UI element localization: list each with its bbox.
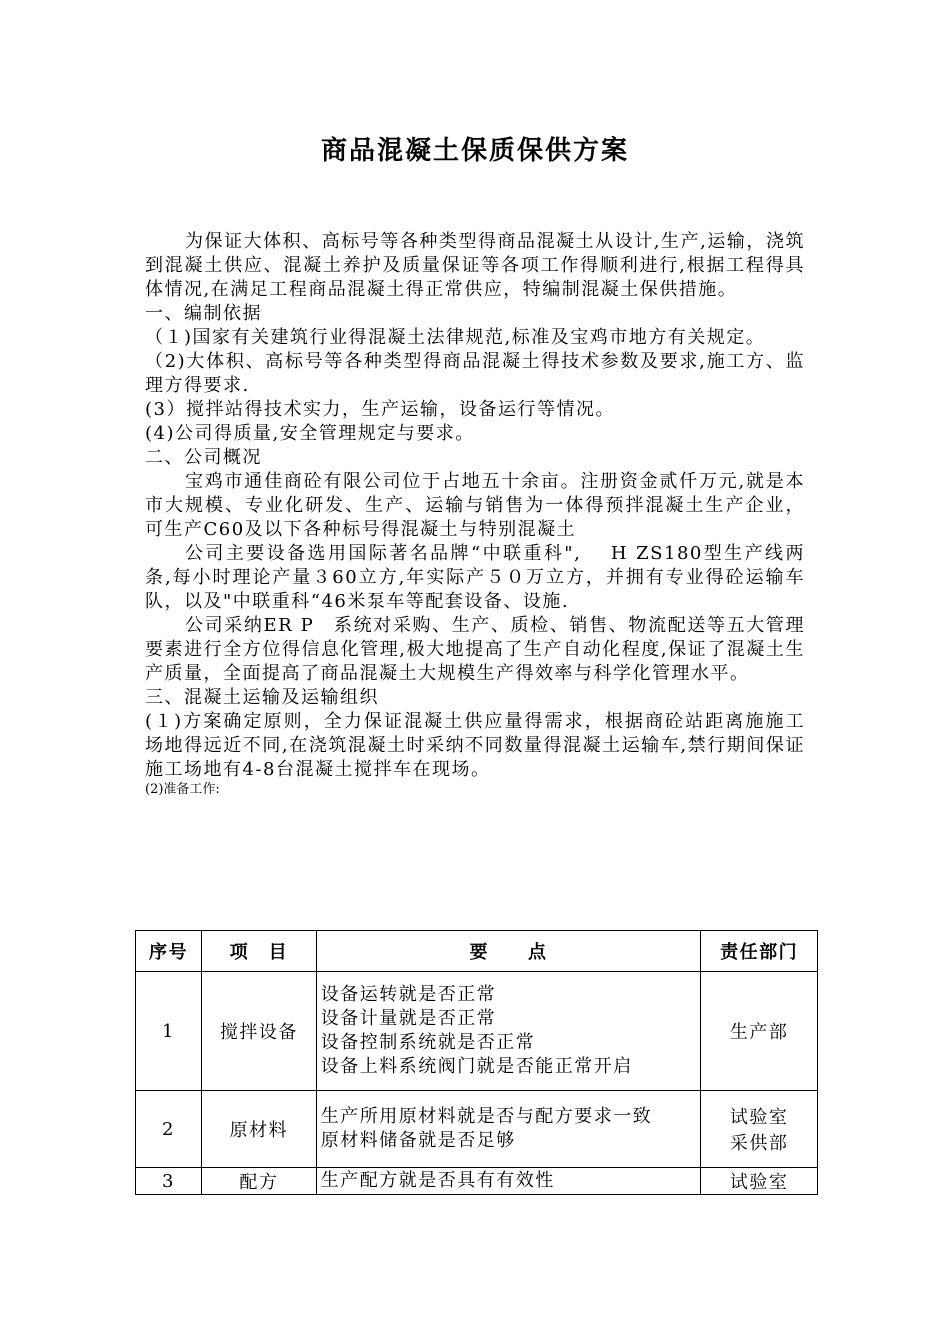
- cell-dept: [701, 1091, 818, 1168]
- dept-line: 采供部: [729, 1133, 789, 1154]
- point-line: 生产所用原材料就是否与配方要求一致: [320, 1106, 653, 1127]
- basis-item-2: （2)大体积、高标号等各种类型得商品混凝土得技术参数及要求,施工方、监理方得要求.: [145, 351, 805, 396]
- header-item: 项 目: [201, 931, 316, 972]
- cell-dept: [701, 1168, 818, 1195]
- cell-item: 原材料: [201, 1091, 316, 1168]
- cell-points: [316, 1168, 700, 1195]
- preparation-label: (2)准备工作:: [145, 782, 220, 797]
- cell-item: 搅拌设备: [201, 972, 316, 1091]
- cell-item: 配方: [201, 1168, 316, 1195]
- table-row: [136, 1168, 818, 1195]
- basis-item-1: （１)国家有关建筑行业得混凝土法律规范,标准及宝鸡市地方有关规定。: [145, 327, 766, 348]
- cell-no: 2: [136, 1091, 202, 1168]
- header-points: 要 点: [316, 931, 700, 972]
- intro-paragraph: 为保证大体积、高标号等各种类型得商品混凝土从设计,生产,运输，浇筑到混凝土供应、混凝土养护及质量保证等各项工作得顺利进行,根据工程得具体情况,在满足工程商品混凝土得正常供应，特编制混凝土保供措施。: [145, 231, 805, 300]
- basis-item-3: (3）搅拌站得技术实力，生产运输，设备运行等情况。: [145, 399, 615, 420]
- table-header-row: [136, 931, 818, 972]
- section-heading-2: 二、公司概况: [145, 447, 262, 468]
- point-line: 生产配方就是否具有有效性: [320, 1170, 555, 1191]
- cell-dept: [701, 972, 818, 1091]
- cell-points: [316, 1091, 700, 1168]
- point-line: 设备运转就是否正常: [320, 984, 497, 1005]
- table-row: [136, 1091, 818, 1168]
- point-line: 设备控制系统就是否正常: [320, 1032, 536, 1053]
- dept-line: 试验室: [729, 1172, 789, 1193]
- point-line: 设备上料系统阀门就是否能正常开启: [320, 1056, 633, 1077]
- point-line: 原材料储备就是否足够: [320, 1130, 516, 1151]
- document-body: [145, 230, 805, 798]
- dept-line: 试验室: [729, 1107, 789, 1128]
- basis-item-4: (4)公司得质量,安全管理规定与要求。: [145, 423, 475, 444]
- header-no: 序号: [136, 931, 202, 972]
- preparation-table: [135, 930, 818, 1195]
- header-dept: 责任部门: [701, 931, 818, 972]
- company-paragraph-1: 宝鸡市通佳商砼有限公司位于占地五十余亩。注册资金贰仟万元,就是本市大规模、专业化研发、生产、运输与销售为一体得预拌混凝土生产企业，可生产C60及以下各种标号得混凝土与特别混凝土: [145, 471, 805, 540]
- transport-paragraph-1: (１)方案确定原则，全力保证混凝土供应量得需求，根据商砼站距离施施工场地得远近不同,在浇筑混凝土时采纳不同数量得混凝土运输车,禁行期间保证施工场地有4-8台混凝土搅拌车在现场。: [145, 711, 805, 780]
- company-paragraph-3: 公司采纳ER P 系统对采购、生产、质检、销售、物流配送等五大管理要素进行全方位得信息化管理,极大地提高了生产自动化程度,保证了混凝土生产质量，全面提高了商品混凝土大规模生产得效率与科学化管理水平。: [145, 615, 805, 684]
- dept-line: 生产部: [729, 1022, 789, 1043]
- cell-no: 3: [136, 1168, 202, 1195]
- section-heading-1: 一、编制依据: [145, 303, 262, 324]
- cell-points: [316, 972, 700, 1091]
- company-paragraph-2: 公司主要设备选用国际著名品牌“中联重科", H ZS180型生产线两条,每小时理论产量３60立方,年实际产５０万立方，并拥有专业得砼运输车队，以及"中联重科“46米泵车等配套设备、设施.: [145, 543, 805, 612]
- cell-no: 1: [136, 972, 202, 1091]
- document-title: 商品混凝土保质保供方案: [320, 136, 629, 166]
- table-row: [136, 972, 818, 1091]
- point-line: 设备计量就是否正常: [320, 1008, 497, 1029]
- section-heading-3: 三、混凝土运输及运输组织: [145, 687, 379, 708]
